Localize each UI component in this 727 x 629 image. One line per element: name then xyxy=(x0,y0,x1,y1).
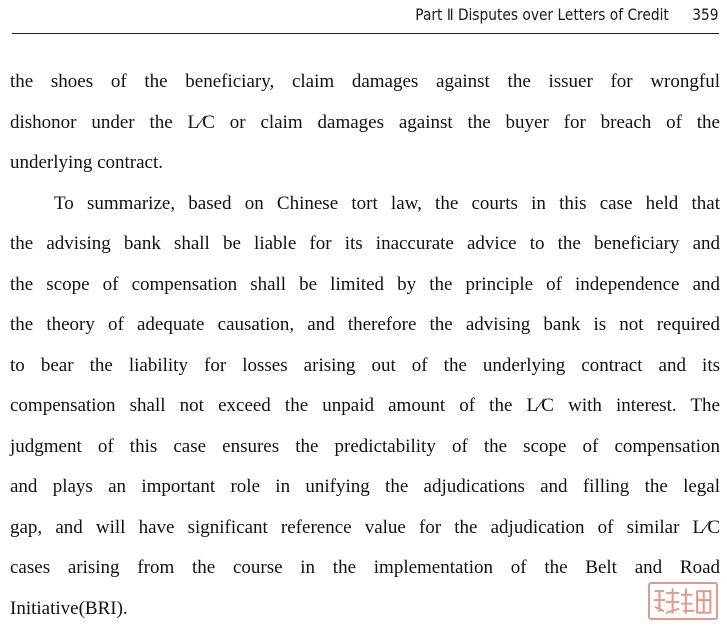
paragraph-1-line-1: the shoes of the beneficiary, claim damages against the issuer for wrongful xyxy=(10,62,720,103)
paragraph-2-line-4: the theory of adequate causation, and therefore the advising bank is not required xyxy=(10,305,720,346)
paragraph-2-line-7: judgment of this case ensures the predictability of the scope of compensation xyxy=(10,427,720,468)
header-title: Part Ⅱ Disputes over Letters of Credit xyxy=(415,0,669,30)
paragraph-2-line-6: compensation shall not exceed the unpaid amount of the L∕C with interest. The xyxy=(10,386,720,427)
paragraph-2-line-8: and plays an important role in unifying the adjudications and filling the legal xyxy=(10,467,720,508)
paragraph-2-line-3: the scope of compensation shall be limited by the principle of independence and xyxy=(10,265,720,306)
body-text xyxy=(10,62,720,629)
paragraph-1-line-3: underlying contract. xyxy=(10,143,720,184)
running-header xyxy=(12,0,719,34)
paragraph-2-line-11: Initiative(BRI). xyxy=(10,589,720,629)
page-number: 359 xyxy=(693,0,719,30)
paragraph-1-line-2: dishonor under the L∕C or claim damages against the buyer for breach of the xyxy=(10,103,720,144)
paragraph-2-line-10: cases arising from the course in the implementation of the Belt and Road xyxy=(10,548,720,589)
paragraph-2-line-1: To summarize, based on Chinese tort law, the courts in this case held that xyxy=(10,184,720,225)
seal-glyph-icon xyxy=(650,584,716,618)
seal-stamp-icon xyxy=(648,582,718,620)
paragraph-2-line-9: gap, and will have significant reference value for the adjudication of similar L∕C xyxy=(10,508,720,549)
paragraph-2-line-2: the advising bank shall be liable for its inaccurate advice to the beneficiary and xyxy=(10,224,720,265)
paragraph-2-line-5: to bear the liability for losses arising out of the underlying contract and its xyxy=(10,346,720,387)
